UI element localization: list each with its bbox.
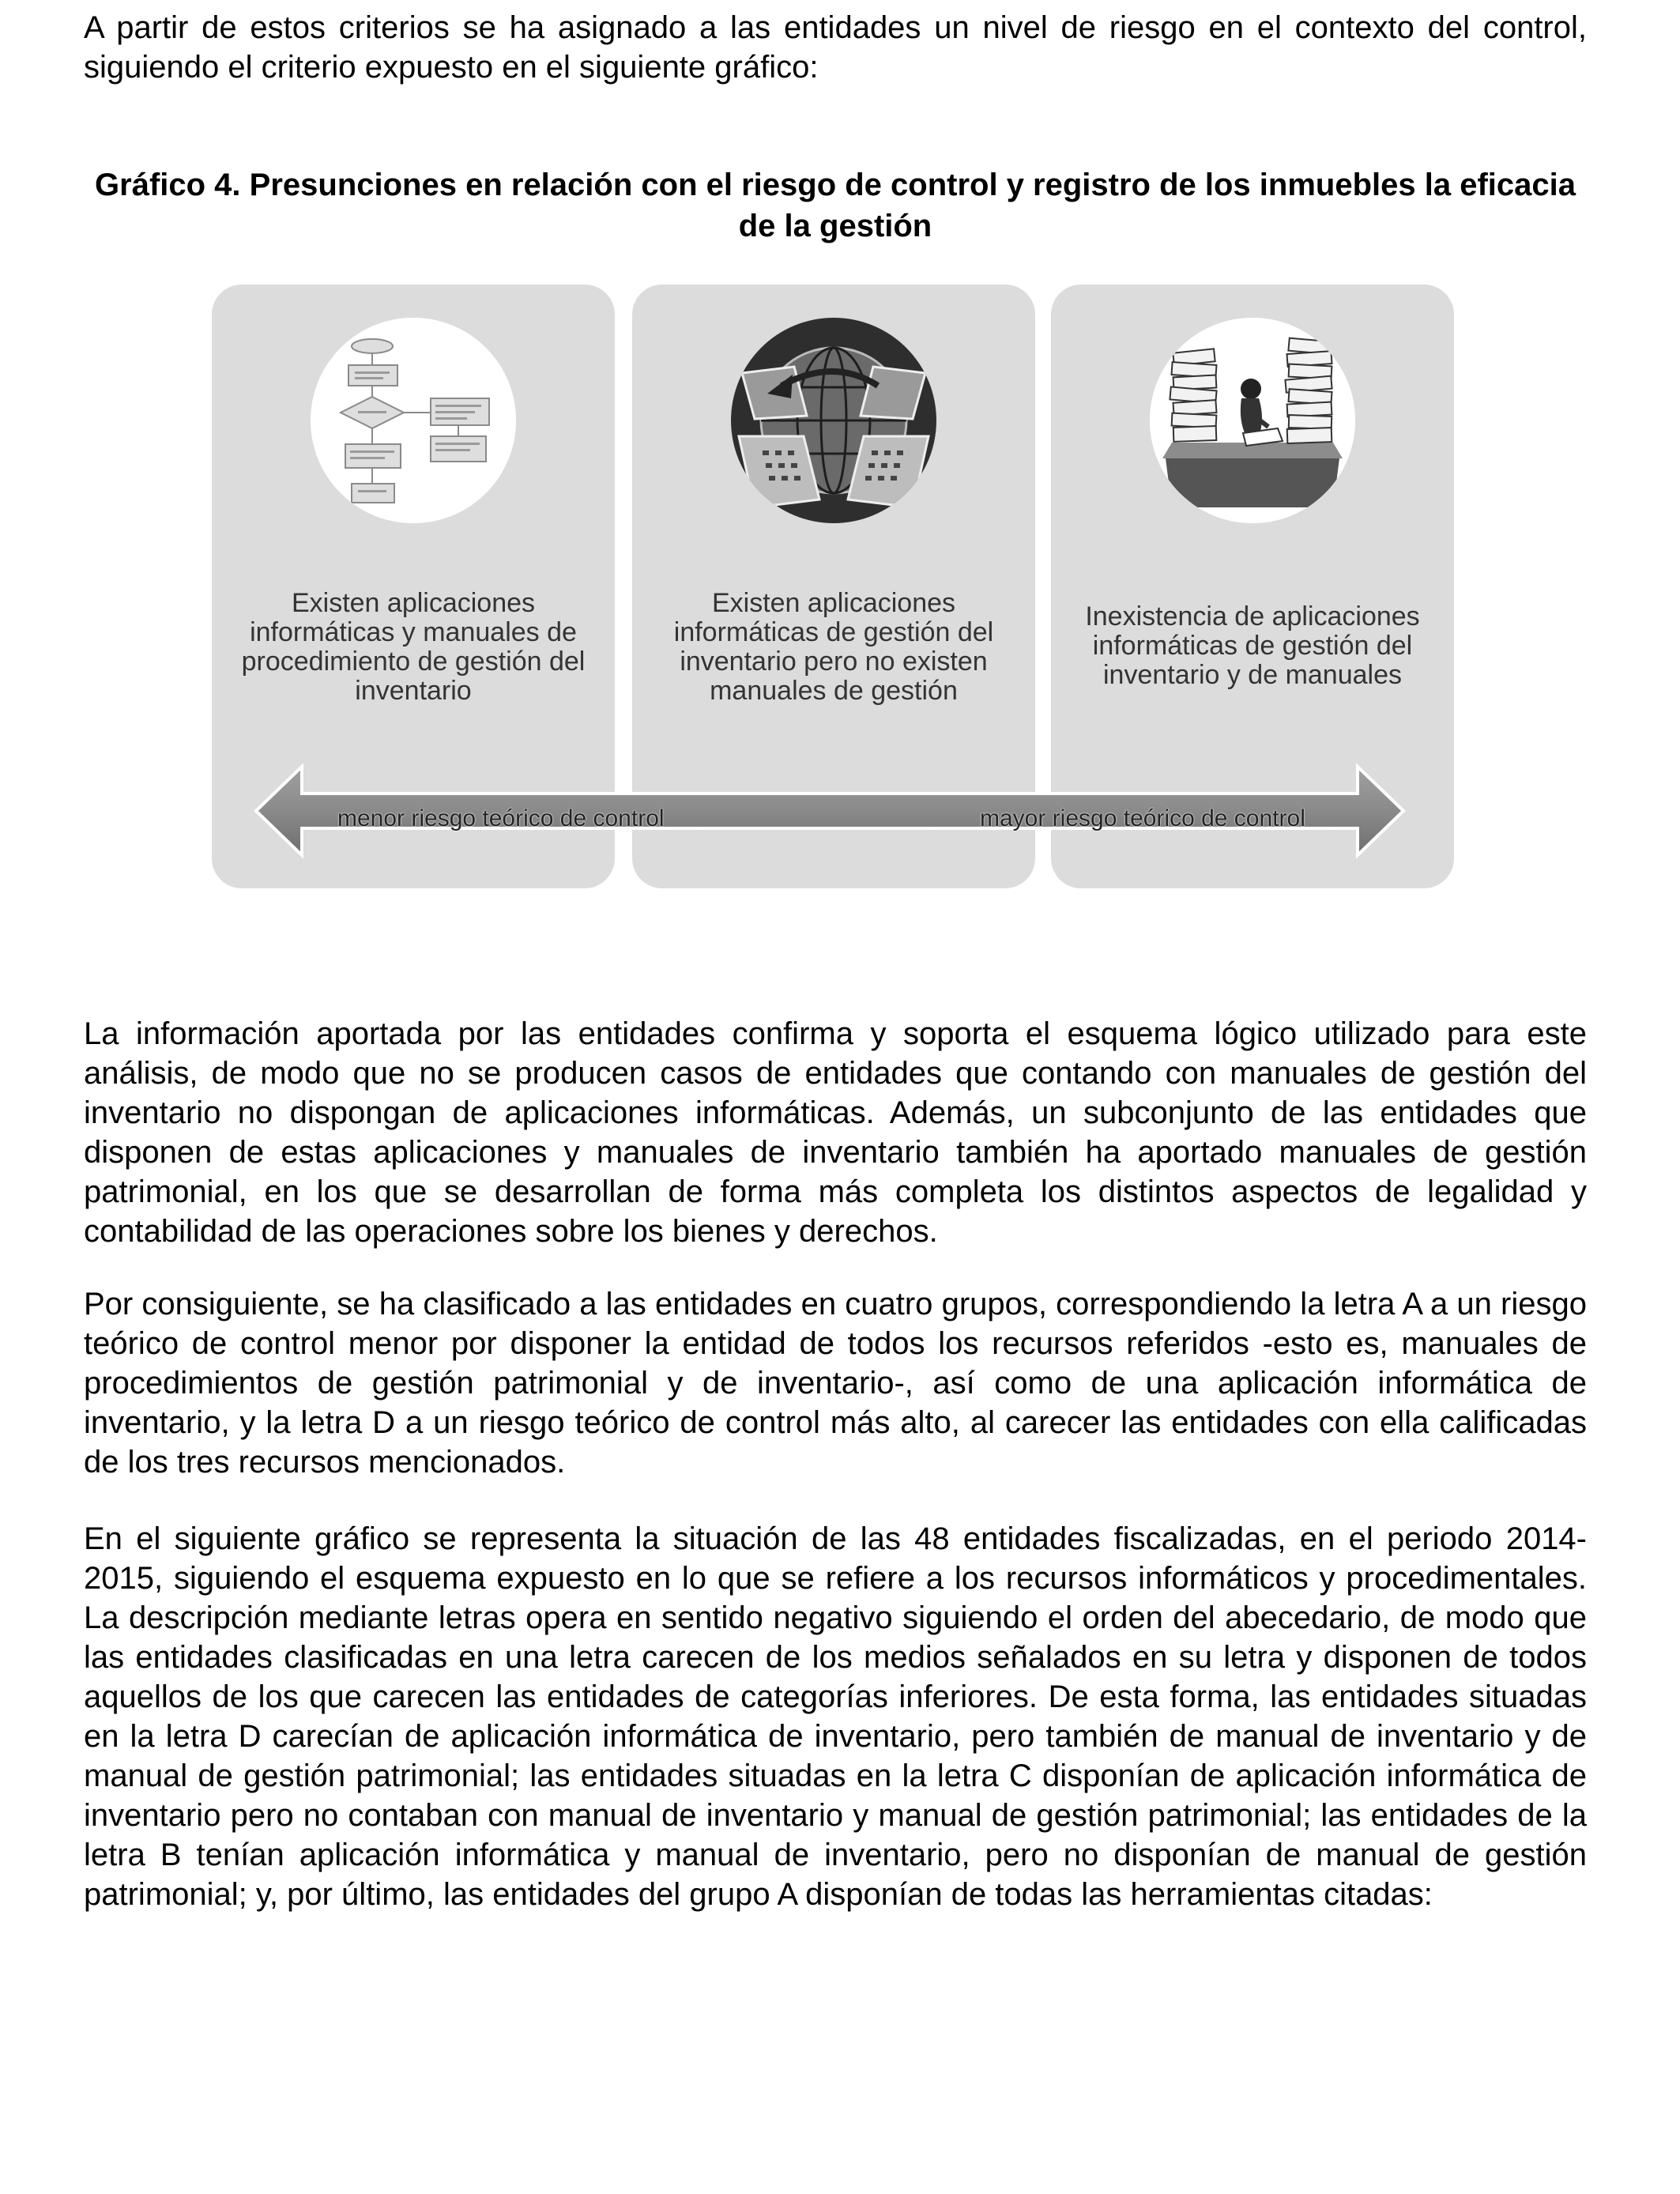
body-paragraph-3: En el siguiente gráfico se representa la situación de las 48 entidades fiscalizadas, en el periodo 2014-2015, siguiendo el esquema expuesto en lo que se refiere a los recursos informáticos y procedimentales. La descripción mediante letras opera en sentido negativo siguiendo el orden del abecedario, de modo que las entidades clasificadas en una letra carecen de los medios señalados en su letra y disponen de todos aquellos de los que carecen las entidades de categorías inferiores. De esta forma, las entidades situadas en la letra D carecían de aplicación informática de inventario, pero también de manual de inventario y de manual de gestión patrimonial; las entidades situadas en la letra C disponían de aplicación informática de inventario pero no contaban con manual de inventario y manual de gestión patrimonial; las entidades de la letra B tenían aplicación informática y manual de inventario, pero no disponían de manual de gestión patrimonial; y, por último, las entidades del grupo A disponían de todas las herramientas citadas: [84,1521,1587,1912]
arrow-label-lower-risk: menor riesgo teórico de control [337,805,665,831]
globe-network-icon [731,318,936,523]
flowchart-icon [311,318,516,523]
arrow-label-higher-risk: mayor riesgo teórico de control [980,805,1305,831]
panel-1-text: Existen aplicaciones informáticas y manuales de procedimiento de gestión del inventario [241,588,586,706]
paper-stacks-desk-icon [1150,318,1355,523]
intro-paragraph: A partir de estos criterios se ha asignado a las entidades un nivel de riesgo en el contexto del control, siguiendo el criterio expuesto en el siguiente gráfico: [84,10,1587,85]
body-paragraph-2: Por consiguiente, se ha clasificado a las entidades en cuatro grupos, correspondiendo la letra A a un riesgo teórico de control menor por disponer la entidad de todos los recursos referidos -esto es, manuales de procedimientos de gestión patrimonial y de inventario-, así como de una aplicación informática de inventario, y la letra D a un riesgo teórico de control más alto, al carecer las entidades con ella calificadas de los tres recursos mencionados. [84,1287,1587,1480]
figure-title: Gráfico 4. Presunciones en relación con el riesgo de control y registro de los inmuebles la eficacia de la gestión [95,168,1576,243]
panel-2-text: Existen aplicaciones informáticas de gestión del inventario pero no existen manuales de gestión [673,588,994,706]
body-paragraph-1: La información aportada por las entidades confirma y soporta el esquema lógico utilizado para este análisis, de modo que no se producen casos de entidades que contando con manuales de gestión del inventario no dispongan de aplicaciones informáticas. Además, un subconjunto de las entidades que disponen de estas aplicaciones y manuales de inventario también ha aportado manuales de gestión patrimonial, en los que se desarrollan de forma más completa los distintos aspectos de legalidad y contabilidad de las operaciones sobre los bienes y derechos. [84,1016,1587,1249]
panel-3-text: Inexistencia de aplicaciones informáticas de gestión del inventario y de manuales [1085,601,1420,690]
